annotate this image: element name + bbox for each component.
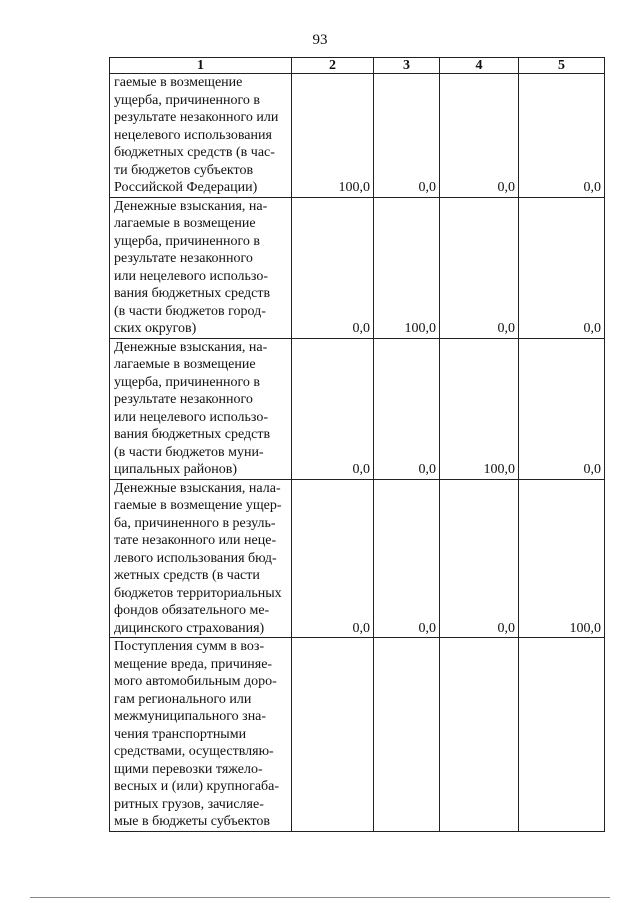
description-line: гаемые в возмещение: [114, 75, 243, 90]
value-cell-col-5: 0,0: [519, 74, 605, 198]
description-line: Поступления сумм в воз-: [114, 639, 265, 654]
description-line: дицинского страхования): [114, 620, 265, 636]
description-line: ущерба, причиненного в: [114, 92, 261, 108]
value-cell-col-5: [519, 638, 605, 832]
description-line: тате незаконного или неце-: [114, 533, 277, 548]
table-row: [110, 638, 605, 832]
value-cell-col-3: [374, 638, 440, 832]
value-cell-col-5: 0,0: [519, 197, 605, 338]
description-line: средствами, осуществляю-: [114, 744, 274, 759]
footer-rule: [30, 897, 610, 898]
description-line: нецелевого использования: [114, 127, 272, 143]
value-cell-col-4: 0,0: [440, 197, 519, 338]
description-line: ущерба, причиненного в: [114, 233, 261, 249]
description-line: Денежные взыскания, на-: [114, 198, 268, 214]
value-cell-col-4: 100,0: [440, 338, 519, 479]
description-line: ритных грузов, зачисляе-: [114, 796, 264, 812]
row-description: [110, 74, 292, 198]
value-cell-col-4: [440, 638, 519, 832]
description-line: бюджетных средств (в час-: [114, 145, 275, 160]
value-cell-col-2: 100,0: [292, 74, 374, 198]
value-cell-col-2: [292, 638, 374, 832]
table-row: [110, 479, 605, 638]
description-line: ти бюджетов субъектов: [114, 162, 254, 178]
description-line: результате незаконного или: [114, 110, 279, 125]
header-row: [110, 58, 605, 74]
description-line: (в части бюджетов муни-: [114, 444, 264, 460]
page-number: 93: [312, 32, 328, 48]
table-row: [110, 74, 605, 198]
table-row: [110, 338, 605, 479]
description-line: Денежные взыскания, нала-: [114, 480, 281, 496]
value-cell-col-3: 0,0: [374, 479, 440, 638]
description-line: жетных средств (в части: [114, 568, 260, 583]
description-line: бюджетов территориальных: [114, 585, 282, 601]
description-line: ба, причиненного в резуль-: [114, 515, 276, 531]
description-line: левого использования бюд-: [114, 550, 277, 566]
value-cell-col-5: 100,0: [519, 479, 605, 638]
row-description: [110, 479, 292, 638]
table-row: [110, 197, 605, 338]
value-cell-col-2: 0,0: [292, 197, 374, 338]
description-line: результате незаконного: [114, 251, 253, 266]
description-line: фондов обязательного ме-: [114, 603, 270, 618]
value-cell-col-4: 0,0: [440, 479, 519, 638]
description-line: (в части бюджетов город-: [114, 303, 266, 319]
description-line: щими перевозки тяжело-: [114, 761, 263, 777]
description-line: Российской Федерации): [114, 180, 258, 195]
description-line: Денежные взыскания, на-: [114, 339, 268, 355]
value-cell-col-3: 0,0: [374, 338, 440, 479]
description-line: или нецелевого использо-: [114, 268, 268, 284]
column-header-1: 1: [110, 58, 292, 74]
row-description: [110, 338, 292, 479]
description-line: межмуниципального зна-: [114, 709, 267, 724]
description-line: вания бюджетных средств: [114, 286, 271, 301]
value-cell-col-2: 0,0: [292, 479, 374, 638]
value-cell-col-5: 0,0: [519, 338, 605, 479]
description-line: весных и (или) крупногаба-: [114, 779, 280, 794]
description-line: или нецелевого использо-: [114, 409, 268, 425]
value-cell-col-2: 0,0: [292, 338, 374, 479]
description-line: ущерба, причиненного в: [114, 374, 261, 390]
budget-distribution-table: [109, 57, 605, 832]
description-line: мещение вреда, причиняе-: [114, 656, 273, 672]
description-line: вания бюджетных средств: [114, 427, 271, 442]
row-description: [110, 638, 292, 832]
description-line: ских округов): [114, 321, 197, 336]
description-line: мого автомобильным доро-: [114, 674, 277, 689]
row-description: [110, 197, 292, 338]
column-header-5: 5: [519, 58, 605, 74]
description-line: гаемые в возмещение ущер-: [114, 498, 282, 513]
description-line: гам регионального или: [114, 691, 252, 707]
value-cell-col-3: 100,0: [374, 197, 440, 338]
value-cell-col-3: 0,0: [374, 74, 440, 198]
description-line: чения транспортными: [114, 726, 247, 742]
column-header-3: 3: [374, 58, 440, 74]
value-cell-col-4: 0,0: [440, 74, 519, 198]
column-header-2: 2: [292, 58, 374, 74]
description-line: результате незаконного: [114, 392, 253, 407]
description-line: лагаемые в возмещение: [114, 216, 256, 231]
description-line: лагаемые в возмещение: [114, 357, 256, 372]
description-line: ципальных районов): [114, 462, 238, 477]
column-header-4: 4: [440, 58, 519, 74]
description-line: мые в бюджеты субъектов: [114, 814, 271, 829]
